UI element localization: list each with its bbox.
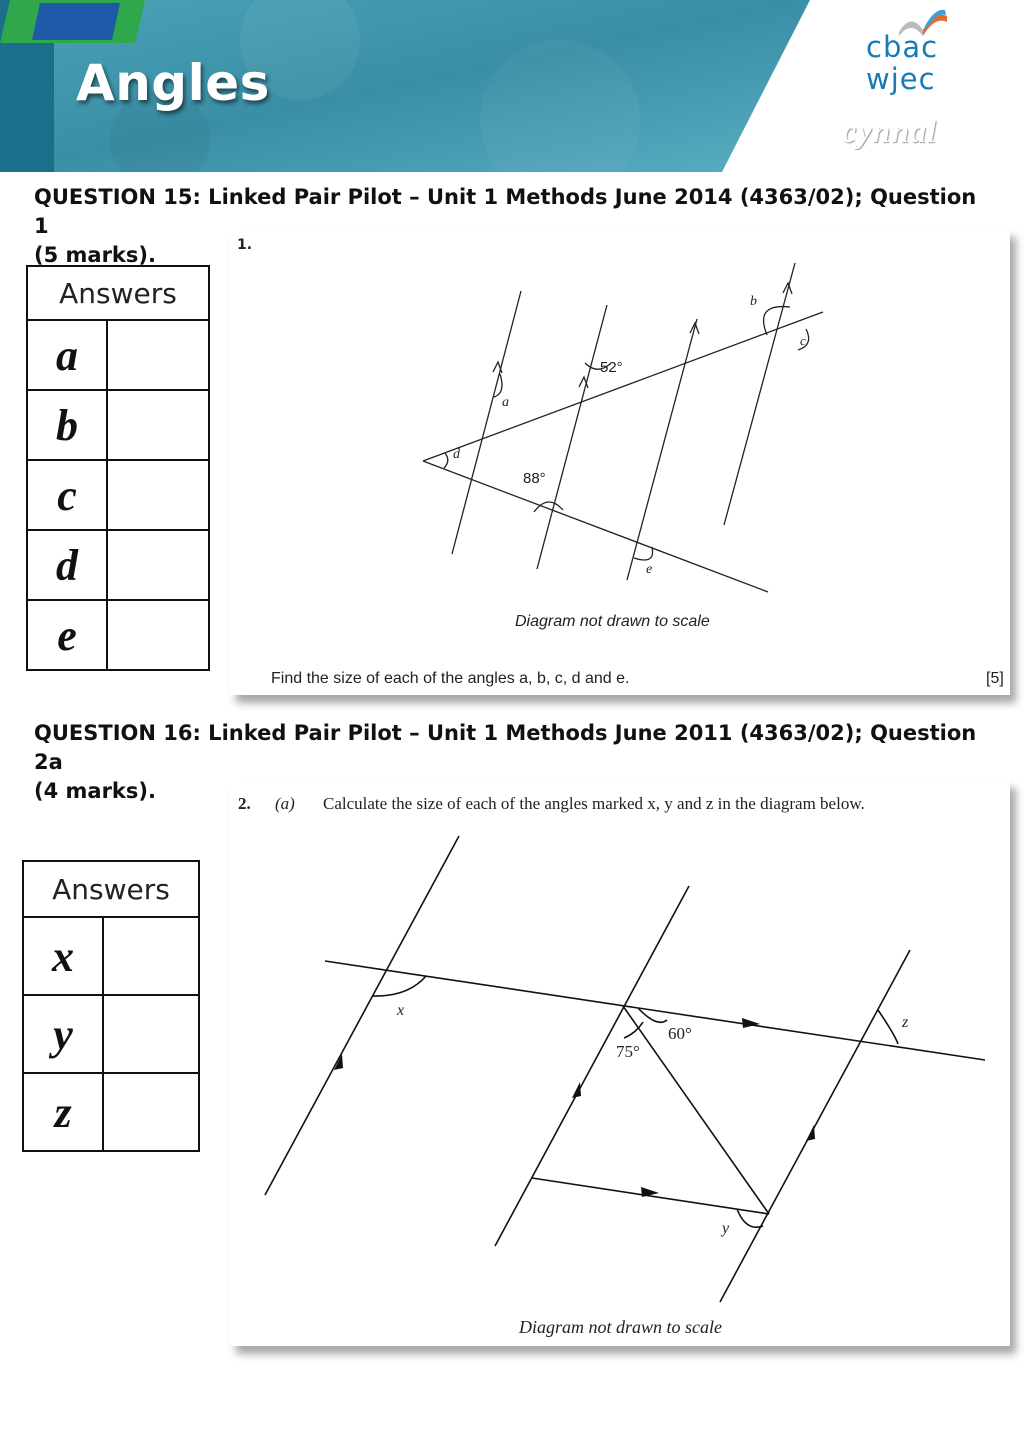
q15-angle-label-c: c: [800, 333, 806, 348]
q15-answer-a-cell[interactable]: [107, 320, 209, 390]
q16-angle-label-z: z: [902, 1014, 909, 1031]
q16-label-y: y: [23, 995, 103, 1073]
q16-part-label: (a): [275, 794, 295, 813]
q15-answer-b-cell[interactable]: [107, 390, 209, 460]
q16-given-angle-75: 75°: [616, 1042, 640, 1061]
q16-diagram-panel: [230, 780, 1010, 1346]
q15-label-a: a: [27, 320, 107, 390]
q15-label-e: e: [27, 600, 107, 670]
q15-question-number: 1.: [237, 237, 253, 253]
q16-answer-x-cell[interactable]: [103, 917, 199, 995]
q15-angle-label-d: d: [453, 447, 460, 462]
q15-diagram-panel: [230, 229, 1010, 695]
q15-answers-title: Answers: [27, 266, 209, 320]
cynnal-badge-icon: [0, 0, 145, 43]
page-title: Angles: [76, 54, 270, 112]
q15-label-c: c: [27, 460, 107, 530]
q15-given-angle-52: 52°: [600, 359, 623, 376]
q15-angle-label-e: e: [646, 562, 653, 577]
q16-answer-y-cell[interactable]: [103, 995, 199, 1073]
q16-question-number: 2.: [238, 794, 251, 813]
q15-heading-line1: QUESTION 15: Linked Pair Pilot – Unit 1 Methods June 2014 (4363/02); Question 1: [34, 185, 977, 238]
q16-instruction: Calculate the size of each of the angles marked x, y and z in the diagram below.: [323, 794, 865, 813]
q15-angle-label-a: a: [502, 395, 509, 410]
q15-label-b: b: [27, 390, 107, 460]
q15-instruction: Find the size of each of the angles a, b, c, d and e.: [271, 670, 630, 687]
q16-given-angle-60: 60°: [668, 1024, 692, 1043]
q16-angle-label-y: y: [722, 1220, 730, 1237]
q15-heading-line2: (5 marks).: [34, 243, 156, 267]
q15-answers-table: [26, 265, 210, 671]
q16-not-to-scale-note: Diagram not drawn to scale: [519, 1317, 723, 1337]
q15-answer-e-cell[interactable]: [107, 600, 209, 670]
q16-diagram: [230, 780, 1010, 1346]
logo-cbac: cbac: [866, 30, 939, 64]
cynnal-logo-text: cynnal: [842, 113, 937, 149]
q16-heading-line1: QUESTION 16: Linked Pair Pilot – Unit 1 Methods June 2011 (4363/02); Question 2a: [34, 721, 977, 774]
q16-answer-z-cell[interactable]: [103, 1073, 199, 1151]
q15-label-d: d: [27, 530, 107, 600]
q16-answers-title: Answers: [23, 861, 199, 917]
q16-label-x: x: [23, 917, 103, 995]
q15-answer-c-cell[interactable]: [107, 460, 209, 530]
q15-not-to-scale-note: Diagram not drawn to scale: [515, 613, 710, 630]
logo-wjec: wjec: [866, 62, 936, 96]
header-banner: [0, 0, 1024, 172]
q15-given-angle-88: 88°: [523, 470, 546, 487]
q15-angle-label-b: b: [750, 294, 757, 309]
q15-answer-d-cell[interactable]: [107, 530, 209, 600]
q16-heading-line2: (4 marks).: [34, 779, 156, 803]
q16-angle-label-x: x: [397, 1002, 405, 1019]
q16-label-z: z: [23, 1073, 103, 1151]
q15-marks: [5]: [986, 670, 1004, 687]
q16-answers-table: [22, 860, 200, 1152]
